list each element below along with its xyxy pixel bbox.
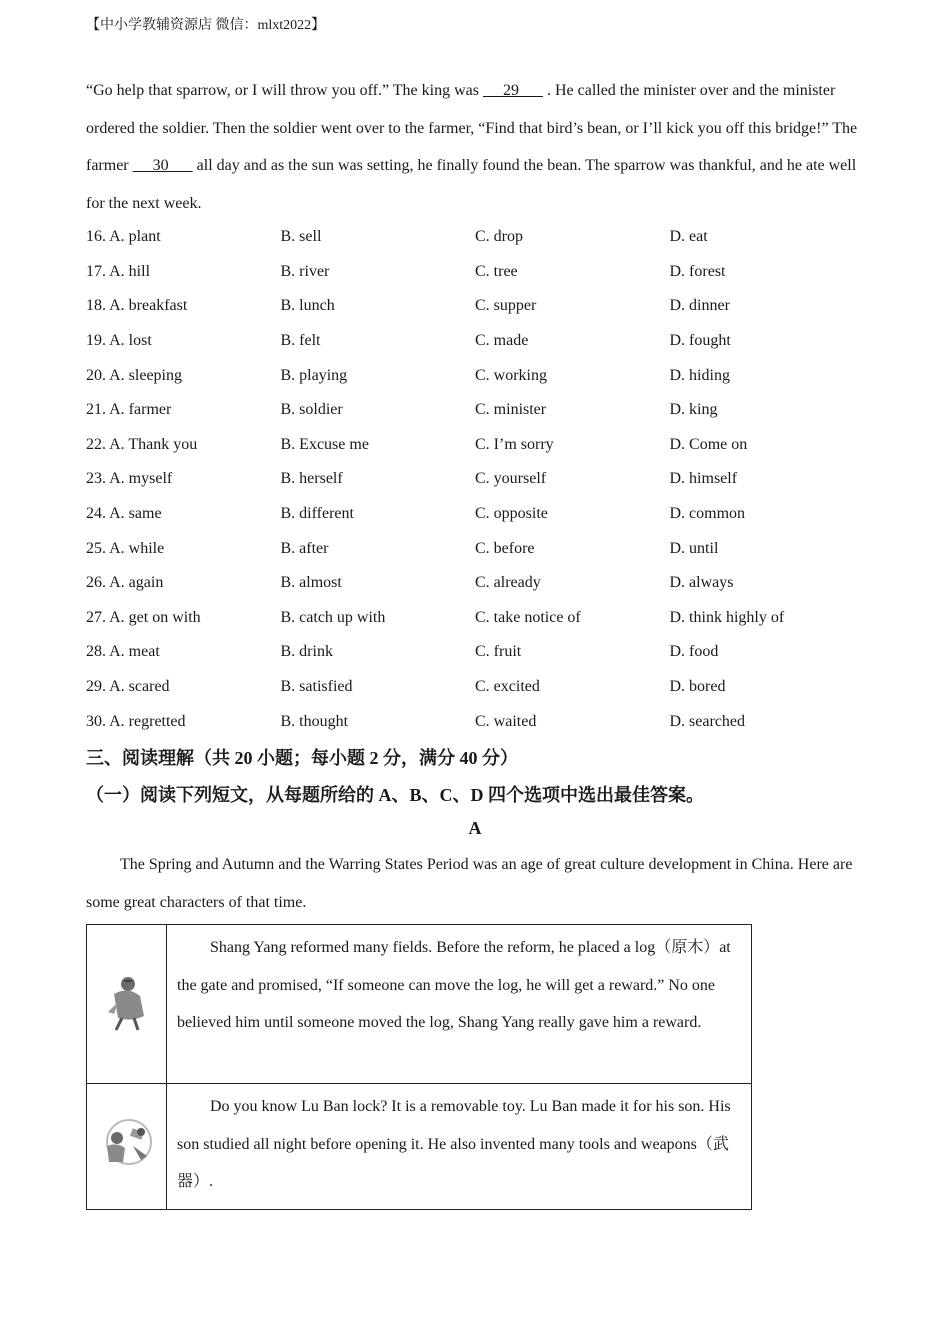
option-c[interactable]: C. take notice of [475, 608, 581, 626]
cloze-passage [86, 72, 871, 222]
option-b[interactable]: B. Excuse me [280, 435, 369, 453]
option-d[interactable]: D. eat [669, 228, 708, 246]
option-b[interactable]: B. soldier [280, 401, 343, 419]
question-row: 22. A. Thank you B. Excuse me C. I’m sorry D. Come on [86, 428, 871, 463]
option-b[interactable]: B. different [280, 505, 354, 523]
options-list [86, 220, 871, 739]
option-b[interactable]: B. after [280, 539, 329, 557]
passage-letter: A [468, 818, 482, 838]
option-b[interactable]: B. river [280, 262, 330, 280]
option-a[interactable]: A. scared [109, 678, 170, 696]
option-a[interactable]: A. same [109, 505, 162, 523]
option-a[interactable]: A. lost [109, 332, 152, 350]
intro-paragraph: The Spring and Autumn and the Warring States Period was an age of great culture development in China. Here are some great characters of that time. [86, 856, 853, 911]
option-b[interactable]: B. lunch [280, 297, 335, 315]
option-b[interactable]: B. felt [280, 332, 321, 350]
option-d[interactable]: D. common [669, 505, 746, 523]
shang-yang-description: Shang Yang reformed many fields. Before the reform, he placed a log（原木）at the gate and promised, “If someone can move the log, he will get a reward.” No one believed him until someone moved the log, Shang Yang really gave him a reward. [177, 939, 731, 1031]
blank-29: 29 [482, 82, 543, 99]
option-b[interactable]: B. satisfied [280, 678, 353, 696]
option-c[interactable]: C. yourself [475, 470, 547, 488]
passage-text-1: “Go help that sparrow, or I will throw you off.” The king was [86, 82, 483, 99]
option-b[interactable]: B. almost [280, 574, 342, 592]
question-row: 17. A. hill B. river C. tree D. forest [86, 255, 871, 290]
question-row: 28. A. meat B. drink C. fruit D. food [86, 635, 871, 670]
question-row: 18. A. breakfast B. lunch C. supper D. dinner [86, 289, 871, 324]
option-c[interactable]: C. supper [475, 297, 537, 315]
option-d[interactable]: D. think highly of [669, 608, 785, 626]
blank-30: 30 [132, 157, 193, 174]
watermark-header: 【中小学教辅资源店 微信：mlxt2022】 [86, 18, 326, 33]
option-d[interactable]: D. bored [669, 678, 726, 696]
section-3-instructions: （一）阅读下列短文，从每题所给的 A、B、C、D 四个选项中选出最佳答案。 [86, 785, 704, 805]
option-d[interactable]: D. fought [669, 332, 731, 350]
characters-table [86, 924, 752, 1210]
option-a[interactable]: A. Thank you [109, 435, 198, 453]
option-a[interactable]: A. meat [109, 643, 160, 661]
section-3-title: 三、阅读理解（共 20 小题；每小题 2 分，满分 40 分） [86, 748, 518, 768]
option-c[interactable]: C. waited [475, 712, 537, 730]
question-row: 16. A. plant B. sell C. drop D. eat [86, 220, 871, 255]
option-c[interactable]: C. fruit [475, 643, 522, 661]
passage-text-2: . He called the minister over and the minister ordered the soldier. Then the soldier went over to the farmer, “Find that bird’s bean, or I’ll kick you off this bridge!” The farmer [86, 82, 858, 174]
option-a[interactable]: A. hill [109, 262, 151, 280]
shang-yang-portrait-icon [104, 972, 150, 1032]
portrait-cell [87, 925, 167, 1084]
option-b[interactable]: B. sell [280, 228, 322, 246]
option-a[interactable]: A. get on with [109, 608, 201, 626]
passage-text-3: all day and as the sun was setting, he finally found the bean. The sparrow was thankful, and he ate well for the next week. [86, 157, 857, 212]
option-c[interactable]: C. drop [475, 228, 523, 246]
question-row: 26. A. again B. almost C. already D. always [86, 566, 871, 601]
option-a[interactable]: A. sleeping [109, 366, 182, 384]
lu-ban-description: Do you know Lu Ban lock? It is a removable toy. Lu Ban made it for his son. His son studied all night before opening it. He also invented many tools and weapons（武器）. [177, 1098, 731, 1190]
option-c[interactable]: C. made [475, 332, 529, 350]
option-a[interactable]: A. breakfast [109, 297, 188, 315]
question-row: 19. A. lost B. felt C. made D. fought [86, 324, 871, 359]
option-a[interactable]: A. plant [109, 228, 161, 246]
question-row: 30. A. regretted B. thought C. waited D. searched [86, 704, 871, 739]
lu-ban-portrait-icon [97, 1116, 157, 1172]
option-d[interactable]: D. hiding [669, 366, 730, 384]
shang-yang-text-cell [167, 925, 752, 1084]
table-row [87, 1084, 752, 1210]
option-d[interactable]: D. food [669, 643, 719, 661]
option-d[interactable]: D. searched [669, 712, 746, 730]
option-b[interactable]: B. playing [280, 366, 348, 384]
option-c[interactable]: C. already [475, 574, 541, 592]
option-c[interactable]: C. working [475, 366, 547, 384]
question-row: 25. A. while B. after C. before D. until [86, 531, 871, 566]
option-c[interactable]: C. excited [475, 678, 540, 696]
option-d[interactable]: D. king [669, 401, 718, 419]
option-d[interactable]: D. until [669, 539, 719, 557]
lu-ban-text-cell [167, 1084, 752, 1210]
question-row: 24. A. same B. different C. opposite D. common [86, 497, 871, 532]
option-b[interactable]: B. catch up with [280, 608, 386, 626]
portrait-cell [87, 1084, 167, 1210]
question-row: 21. A. farmer B. soldier C. minister D. king [86, 393, 871, 428]
option-b[interactable]: B. drink [280, 643, 333, 661]
option-d[interactable]: D. himself [669, 470, 738, 488]
option-d[interactable]: D. forest [669, 262, 726, 280]
question-row: 23. A. myself B. herself C. yourself D. himself [86, 462, 871, 497]
option-a[interactable]: A. farmer [109, 401, 172, 419]
option-d[interactable]: D. Come on [669, 435, 748, 453]
option-c[interactable]: C. I’m sorry [475, 435, 554, 453]
option-b[interactable]: B. herself [280, 470, 343, 488]
option-d[interactable]: D. dinner [669, 297, 730, 315]
option-b[interactable]: B. thought [280, 712, 349, 730]
option-a[interactable]: A. while [109, 539, 165, 557]
table-row [87, 925, 752, 1084]
question-row: 29. A. scared B. satisfied C. excited D. bored [86, 670, 871, 705]
option-c[interactable]: C. opposite [475, 505, 548, 523]
question-row: 20. A. sleeping B. playing C. working D. hiding [86, 358, 871, 393]
option-d[interactable]: D. always [669, 574, 734, 592]
option-c[interactable]: C. minister [475, 401, 547, 419]
option-c[interactable]: C. tree [475, 262, 518, 280]
question-row: 27. A. get on with B. catch up with C. take notice of D. think highly of [86, 601, 871, 636]
option-a[interactable]: A. regretted [109, 712, 186, 730]
option-c[interactable]: C. before [475, 539, 535, 557]
option-a[interactable]: A. myself [109, 470, 173, 488]
option-a[interactable]: A. again [109, 574, 164, 592]
